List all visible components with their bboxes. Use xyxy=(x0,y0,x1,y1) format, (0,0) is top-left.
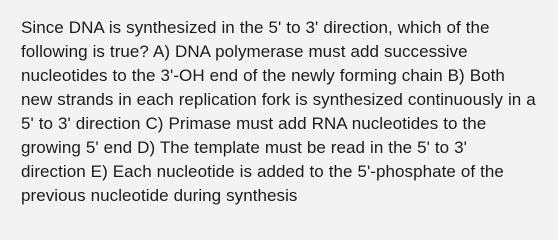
question-text: Since DNA is synthesized in the 5' to 3' direction, which of the following is true? A) DNA polymerase must add successive nucleotides to the 3'-OH end of the newly forming chain B) Both new strands in each replication fork is synthesized continuously in a 5' to 3' direction C) Primase must add RNA nucleotides to the growing 5' end D) The template must be read in the 5' to 3' direction E) Each nucleotide is added to the 5'-phosphate of the previous nucleotide during synthesis xyxy=(21,18,536,205)
